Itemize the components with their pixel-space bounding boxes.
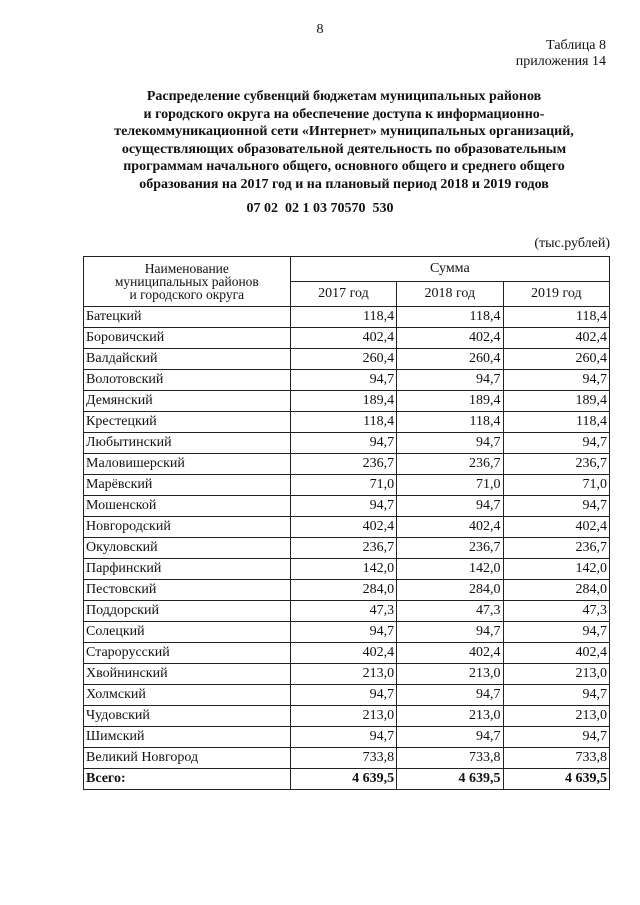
value-2018: 402,4 (397, 517, 503, 538)
table-label: Таблица 8 (546, 38, 606, 53)
value-2018: 733,8 (397, 748, 503, 769)
value-2019: 236,7 (503, 538, 609, 559)
value-2018: 402,4 (397, 328, 503, 349)
table-row (84, 475, 610, 496)
value-2019: 236,7 (503, 454, 609, 475)
header-name-line: и городского округа (129, 287, 245, 302)
table-row (84, 580, 610, 601)
table-row (84, 328, 610, 349)
value-2019: 94,7 (503, 496, 609, 517)
district-name: Поддорский (84, 601, 291, 622)
appendix-label: приложения 14 (515, 54, 606, 69)
table-row (84, 412, 610, 433)
title-line: Распределение субвенций бюджетам муниципальных районов (146, 89, 542, 104)
table-row (84, 727, 610, 748)
value-2017: 260,4 (290, 349, 396, 370)
table-body (84, 307, 610, 790)
value-2018: 118,4 (397, 307, 503, 328)
district-name: Демянский (84, 391, 291, 412)
value-2017: 94,7 (290, 685, 396, 706)
page-number: 8 (316, 22, 324, 37)
title-line: телекоммуникационной сети «Интернет» муниципальных организаций, (114, 124, 574, 140)
table-row (84, 307, 610, 328)
value-2019: 213,0 (503, 706, 609, 727)
value-2017: 213,0 (290, 664, 396, 685)
total-row (84, 769, 610, 790)
value-2017: 402,4 (290, 643, 396, 664)
table-row (84, 370, 610, 391)
value-2019: 94,7 (503, 433, 609, 454)
header-year-2019: 2019 год (503, 282, 609, 307)
value-2019: 260,4 (503, 349, 609, 370)
value-2017: 94,7 (290, 727, 396, 748)
value-2017: 236,7 (290, 454, 396, 475)
table-row (84, 538, 610, 559)
table-row (84, 643, 610, 664)
value-2017: 402,4 (290, 517, 396, 538)
document-title (70, 88, 618, 194)
value-2019: 733,8 (503, 748, 609, 769)
district-name: Волотовский (84, 370, 291, 391)
value-2019: 94,7 (503, 370, 609, 391)
table-row (84, 748, 610, 769)
value-2019: 47,3 (503, 601, 609, 622)
district-name: Парфинский (84, 559, 291, 580)
title-line: программам начального общего, основного общего и среднего общего (123, 159, 565, 175)
value-2017: 733,8 (290, 748, 396, 769)
table-row (84, 706, 610, 727)
title-line: образования на 2017 год и на плановый период 2018 и 2019 годов (139, 176, 549, 192)
header-year-2018: 2018 год (397, 282, 503, 307)
table-reference (516, 38, 606, 70)
value-2018: 94,7 (397, 496, 503, 517)
table-row (84, 496, 610, 517)
value-2017: 94,7 (290, 622, 396, 643)
value-2019: 94,7 (503, 622, 609, 643)
district-name: Холмский (84, 685, 291, 706)
value-2018: 402,4 (397, 643, 503, 664)
district-name: Боровичский (84, 328, 291, 349)
header-year-2017: 2017 год (290, 282, 396, 307)
district-name: Новгородский (84, 517, 291, 538)
table-row (84, 559, 610, 580)
table-row (84, 454, 610, 475)
district-name: Окуловский (84, 538, 291, 559)
value-2019: 189,4 (503, 391, 609, 412)
value-2017: 118,4 (290, 307, 396, 328)
value-2017: 402,4 (290, 328, 396, 349)
total-label: Всего: (84, 769, 291, 790)
district-name: Батецкий (84, 307, 291, 328)
value-2018: 94,7 (397, 685, 503, 706)
value-2018: 71,0 (397, 475, 503, 496)
value-2019: 94,7 (503, 685, 609, 706)
value-2017: 213,0 (290, 706, 396, 727)
value-2018: 213,0 (397, 706, 503, 727)
title-line: осуществляющих образовательной деятельность по образовательным (121, 141, 567, 157)
district-name: Крестецкий (84, 412, 291, 433)
value-2018: 189,4 (397, 391, 503, 412)
value-2017: 189,4 (290, 391, 396, 412)
table-row (84, 664, 610, 685)
value-2019: 402,4 (503, 517, 609, 538)
value-2018: 284,0 (397, 580, 503, 601)
value-2019: 402,4 (503, 328, 609, 349)
district-name: Хвойнинский (84, 664, 291, 685)
table-row (84, 622, 610, 643)
district-name: Любытинский (84, 433, 291, 454)
total-2019: 4 639,5 (503, 769, 609, 790)
value-2017: 142,0 (290, 559, 396, 580)
district-name: Маловишерский (84, 454, 291, 475)
district-name: Солецкий (84, 622, 291, 643)
value-2017: 118,4 (290, 412, 396, 433)
value-2019: 71,0 (503, 475, 609, 496)
header-name (84, 257, 291, 307)
header-sum: Сумма (290, 257, 609, 282)
value-2017: 71,0 (290, 475, 396, 496)
table-row (84, 601, 610, 622)
total-2018: 4 639,5 (397, 769, 503, 790)
table-row (84, 433, 610, 454)
value-2018: 236,7 (397, 454, 503, 475)
value-2017: 236,7 (290, 538, 396, 559)
district-name: Великий Новгород (84, 748, 291, 769)
value-2018: 213,0 (397, 664, 503, 685)
district-name: Старорусский (84, 643, 291, 664)
value-2018: 94,7 (397, 727, 503, 748)
table-row (84, 391, 610, 412)
value-2019: 142,0 (503, 559, 609, 580)
header-name-line: Наименование (144, 261, 229, 276)
value-2018: 94,7 (397, 370, 503, 391)
header-name-line: муниципальных районов (114, 274, 259, 289)
value-2019: 94,7 (503, 727, 609, 748)
table-row (84, 685, 610, 706)
value-2017: 94,7 (290, 496, 396, 517)
value-2019: 402,4 (503, 643, 609, 664)
value-2017: 284,0 (290, 580, 396, 601)
value-2019: 118,4 (503, 307, 609, 328)
district-name: Мошенской (84, 496, 291, 517)
value-2019: 213,0 (503, 664, 609, 685)
value-2018: 142,0 (397, 559, 503, 580)
district-name: Пестовский (84, 580, 291, 601)
value-2018: 94,7 (397, 622, 503, 643)
units-label: (тыс.рублей) (534, 236, 610, 251)
value-2017: 94,7 (290, 370, 396, 391)
table-row (84, 517, 610, 538)
value-2018: 94,7 (397, 433, 503, 454)
budget-code: 07 02 02 1 03 70570 530 (246, 201, 394, 216)
title-line: и городского округа на обеспечение доступа к информационно- (143, 106, 545, 122)
value-2018: 236,7 (397, 538, 503, 559)
value-2019: 118,4 (503, 412, 609, 433)
value-2019: 284,0 (503, 580, 609, 601)
district-name: Шимский (84, 727, 291, 748)
value-2018: 260,4 (397, 349, 503, 370)
value-2018: 47,3 (397, 601, 503, 622)
district-name: Валдайский (84, 349, 291, 370)
table-row (84, 349, 610, 370)
district-name: Чудовский (84, 706, 291, 727)
subsidy-table (83, 256, 610, 790)
district-name: Марёвский (84, 475, 291, 496)
value-2017: 94,7 (290, 433, 396, 454)
value-2017: 47,3 (290, 601, 396, 622)
total-2017: 4 639,5 (290, 769, 396, 790)
value-2018: 118,4 (397, 412, 503, 433)
